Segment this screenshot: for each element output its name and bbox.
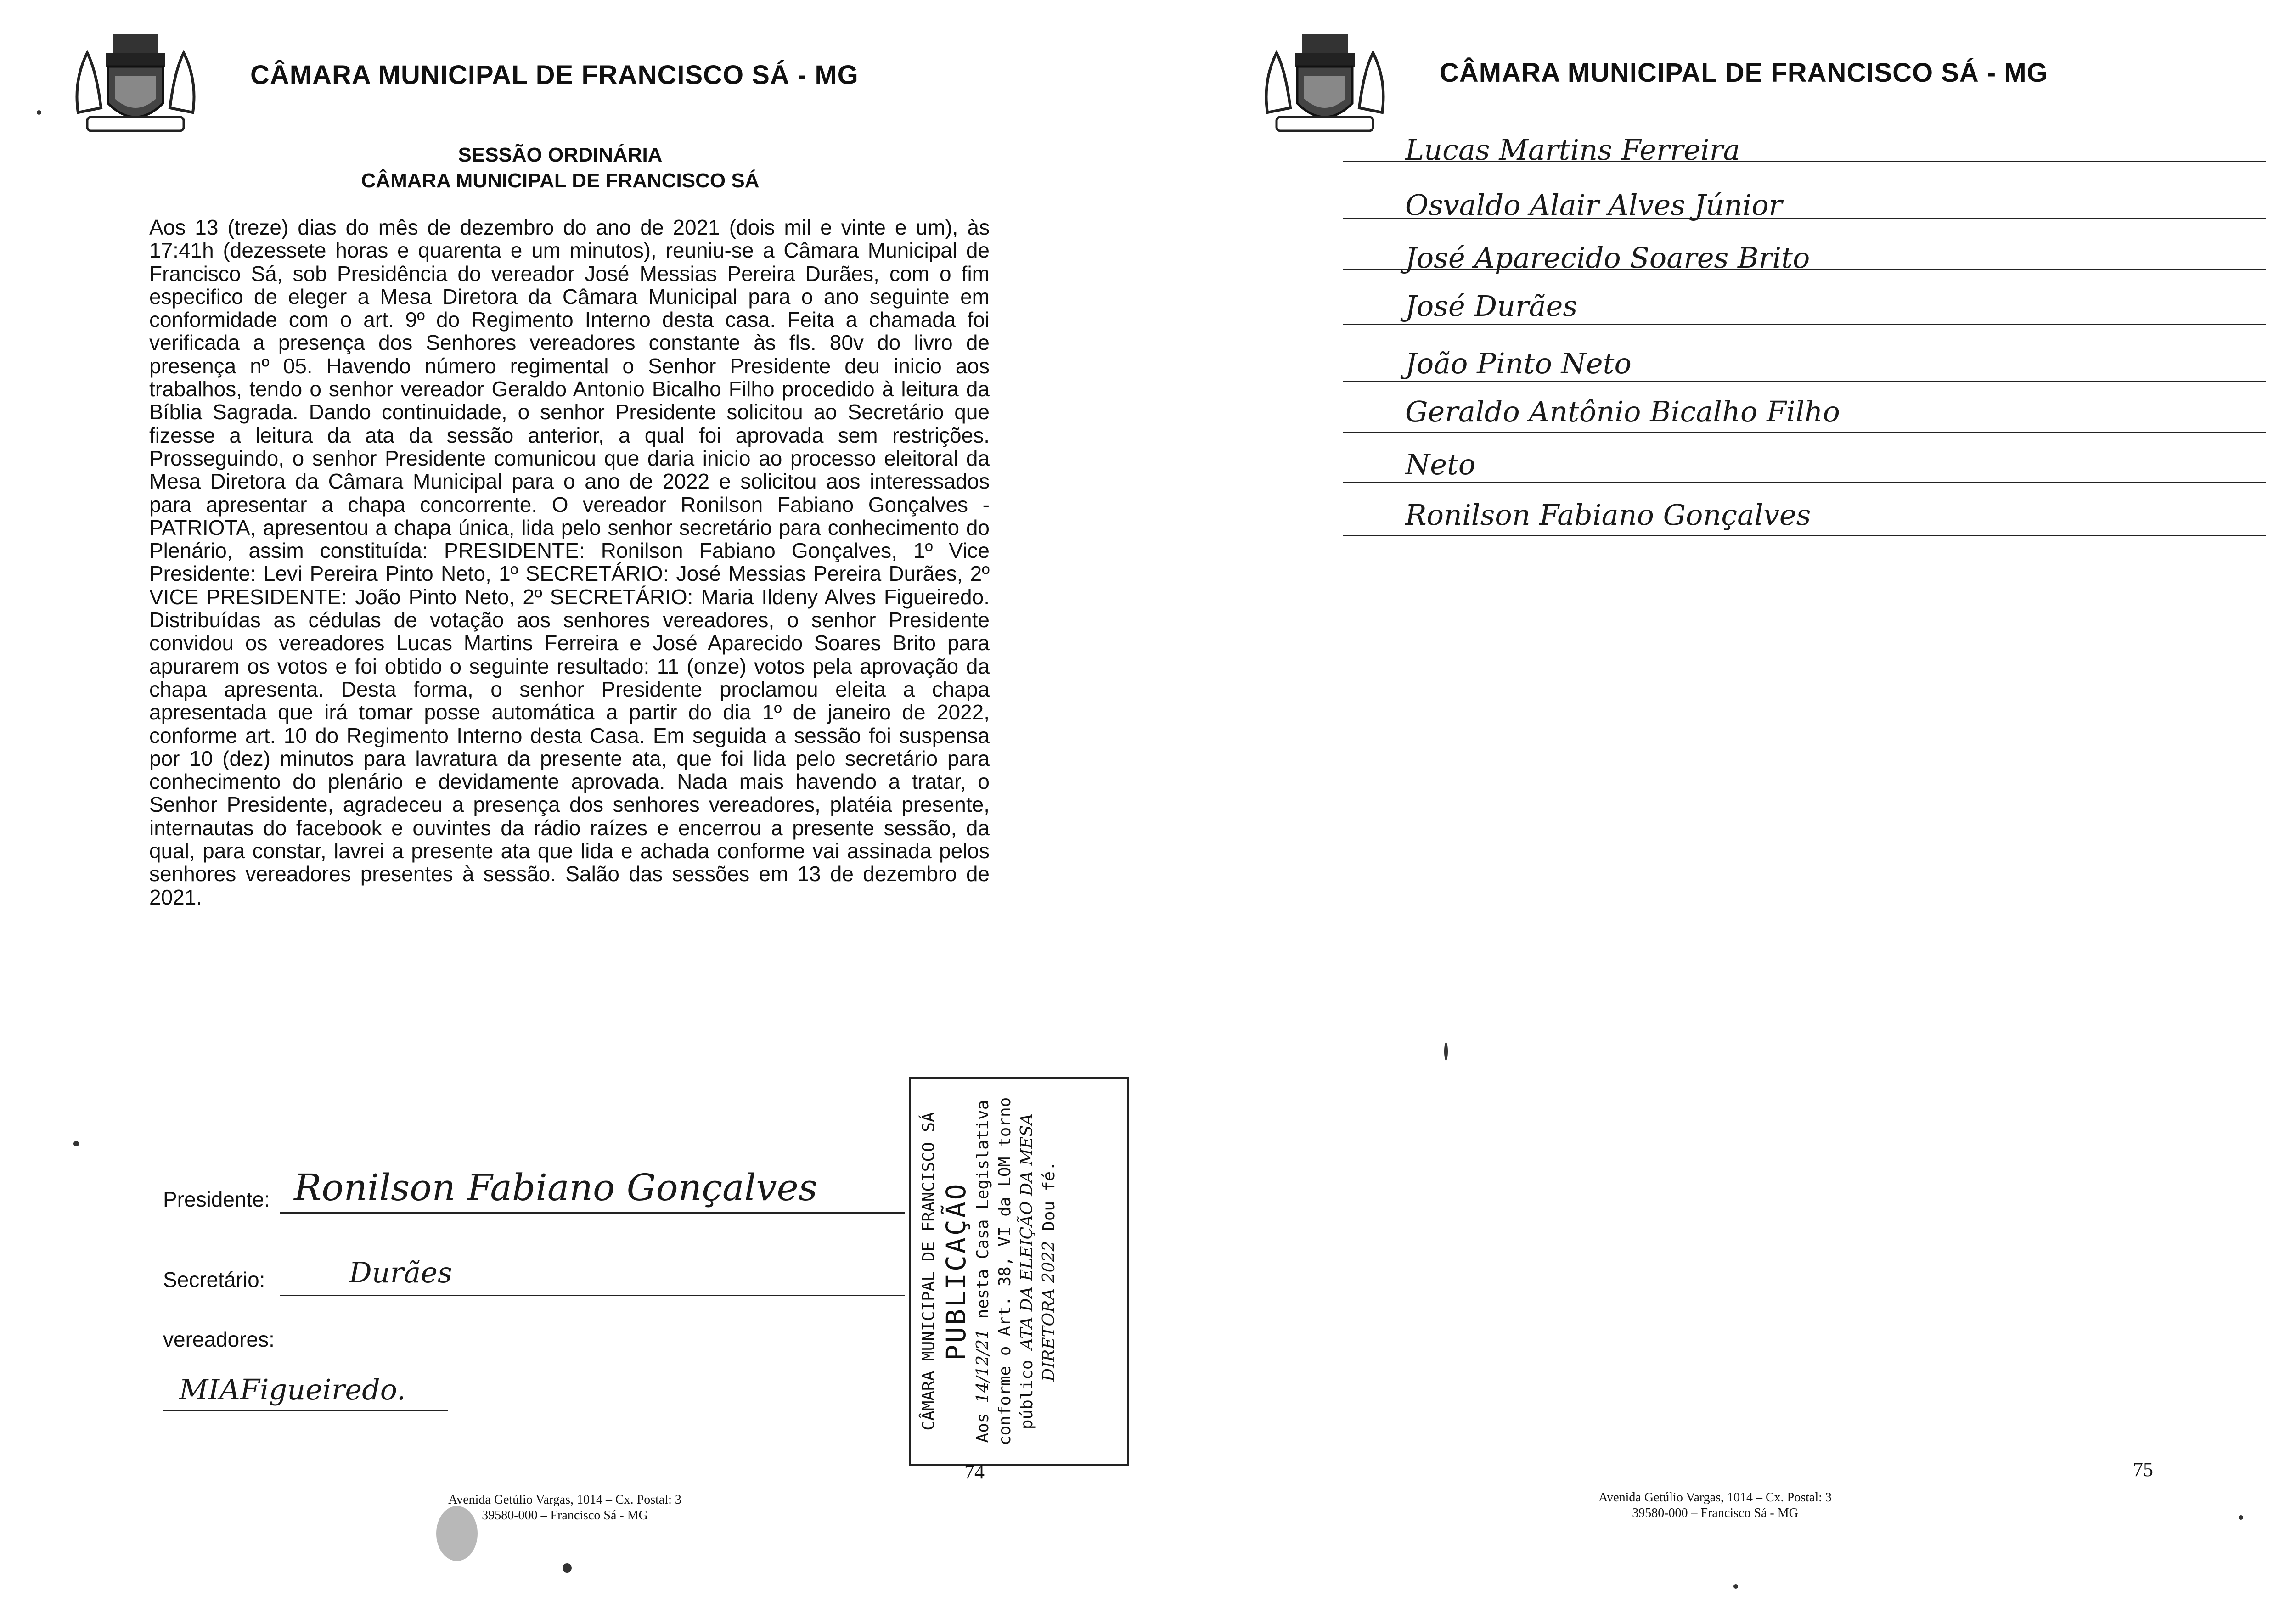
header-title: CÂMARA MUNICIPAL DE FRANCISCO SÁ - MG [250, 60, 859, 90]
stamp-publication: PUBLICAÇÃO [940, 1182, 972, 1361]
footer-line1: Avenida Getúlio Vargas, 1014 – Cx. Postal: 3 [1598, 1490, 1832, 1505]
page-number: 75 [2133, 1458, 2153, 1481]
scan-speck [563, 1563, 572, 1573]
signature-4: José Durães [1405, 289, 1578, 323]
stamp-chamber: CÂMARA MUNICIPAL DE FRANCISCO SÁ [919, 1112, 938, 1431]
scan-speck [1733, 1584, 1738, 1589]
councillor-signature: MIAFigueiredo. [179, 1373, 406, 1406]
signature-line-7 [1343, 482, 2266, 483]
signature-line-8 [1343, 535, 2266, 536]
president-sign-line [280, 1212, 905, 1214]
scan-speck [37, 110, 41, 115]
stamp-public-line: público ATA DA ELEIÇÃO DA MESA [1018, 1113, 1036, 1430]
page-number: 74 [964, 1461, 985, 1483]
signature-line-2 [1343, 218, 2266, 219]
session-title-line2: CÂMARA MUNICIPAL DE FRANCISCO SÁ [361, 169, 760, 192]
coat-of-arms-icon [69, 25, 202, 140]
secretary-signature: Durães [349, 1256, 452, 1289]
footer-line2: 39580-000 – Francisco Sá - MG [1632, 1506, 1798, 1520]
stamp-date-line: Aos 14/12/21 nesta Casa Legislativa [974, 1100, 992, 1443]
scan-speck [2239, 1515, 2243, 1520]
councillors-label: vereadores: [163, 1327, 275, 1351]
session-title [170, 142, 951, 194]
president-label: Presidente: [163, 1187, 270, 1211]
signature-line-4 [1343, 324, 2266, 325]
stamp-faith-line: DIRETORA 2022 Dou fé. [1040, 1161, 1058, 1382]
signature-8: Ronilson Fabiano Gonçalves [1405, 498, 1811, 532]
session-title-line1: SESSÃO ORDINÁRIA [458, 144, 663, 166]
signature-line-6 [1343, 432, 2266, 433]
coat-of-arms-icon [1258, 25, 1391, 140]
scan-smudge [436, 1506, 478, 1561]
secretary-sign-line [280, 1295, 905, 1296]
signature-line-3 [1343, 269, 2266, 270]
page-75 [1159, 0, 2296, 1607]
scan-speck [73, 1141, 79, 1146]
signature-6: Geraldo Antônio Bicalho Filho [1405, 395, 1840, 428]
footer-line1: Avenida Getúlio Vargas, 1014 – Cx. Postal: 3 [448, 1493, 681, 1507]
footer-address [358, 1492, 771, 1523]
signature-3: José Aparecido Soares Brito [1405, 241, 1810, 275]
signature-line-1 [1343, 161, 2266, 162]
minutes-body: Aos 13 (treze) dias do mês de dezembro do ano de 2021 (dois mil e vinte e um), às 17:41h (dezessete horas e quarenta e um minutos), reuniu-se a Câmara Municipal de Francisco Sá, sob Presidência do vereador José Messias Pereira Durães, com o fim especifico de eleger a Mesa Diretora da Câmara Municipal para o ano seguinte em conformidade com o art. 9º do Regimento Interno desta casa. Feita a chamada foi verificada a presença dos Senhores vereadores constante às fls. 80v do livro de presença nº 05. Havendo número regimental o Senhor Presidente deu inicio aos trabalhos, tendo o senhor vereador Geraldo Antonio Bicalho Filho procedido à leitura da Bíblia Sagrada. Dando continuidade, o senhor Presidente solicitou ao Secretário que fizesse a leitura da ata da sessão anterior, a qual foi aprovada sem restrições. Prosseguindo, o senhor Presidente comunicou que daria inicio ao processo eleitoral da Mesa Diretora da Câmara Municipal para o ano de 2022 e solicitou aos interessados para apresentar a chapa concorrente. O vereador Ronilson Fabiano Gonçalves - PATRIOTA, apresentou a chapa única, lida pelo senhor secretário para conhecimento do Plenário, assim constituída: PRESIDENTE: Ronilson Fabiano Gonçalves, 1º Vice Presidente: Levi Pereira Pinto Neto, 1º SECRETÁRIO: José Messias Pereira Durães, 2º VICE PRESIDENTE: João Pinto Neto, 2º SECRETÁRIO: Maria Ildeny Alves Figueiredo. Distribuídas as cédulas de votação aos senhores vereadores, o senhor Presidente convidou os vereadores Lucas Martins Ferreira e José Aparecido Soares Brito para apurarem os votos e foi obtido o seguinte resultado: 11 (onze) votos pela aprovação da chapa apresenta. Desta forma, o senhor Presidente proclamou eleita a chapa apresentada que irá tomar posse automática a partir do dia 1º de janeiro de 2022, conforme art. 10 do Regimento Interno desta Casa. Em seguida a sessão foi suspensa por 10 (dez) minutos para lavratura da presente ata, que foi lida pelo secretário para conhecimento do plenário e devidamente aprovada. Nada mais havendo a tratar, o Senhor Presidente, agradeceu a presença dos senhores vereadores, platéia presente, internautas do facebook e ouvintes da rádio raízes e encerrou a presente sessão, da qual, para constar, lavrei a presente ata que lida e achada conforme vai assinada pelos senhores vereadores presentes à sessão. Salão das sessões em 13 de dezembro de 2021. [149, 215, 990, 909]
footer-address [1508, 1490, 1922, 1521]
scan-speck [1444, 1042, 1448, 1061]
signature-1: Lucas Martins Ferreira [1405, 133, 1740, 167]
stamp-article-line: conforme o Art. 38, VI da LOM torno [996, 1097, 1014, 1446]
footer-line2: 39580-000 – Francisco Sá - MG [482, 1508, 648, 1523]
signature-2: Osvaldo Alair Alves Júnior [1405, 188, 1783, 222]
signature-5: João Pinto Neto [1405, 347, 1632, 380]
councillor-sign-line [163, 1410, 448, 1411]
header-title: CÂMARA MUNICIPAL DE FRANCISCO SÁ - MG [1440, 58, 2048, 88]
signature-7: Neto [1405, 448, 1476, 481]
secretary-label: Secretário: [163, 1268, 265, 1292]
president-signature: Ronilson Fabiano Gonçalves [294, 1166, 817, 1209]
publication-stamp [909, 1077, 1129, 1466]
signature-line-5 [1343, 381, 2266, 382]
